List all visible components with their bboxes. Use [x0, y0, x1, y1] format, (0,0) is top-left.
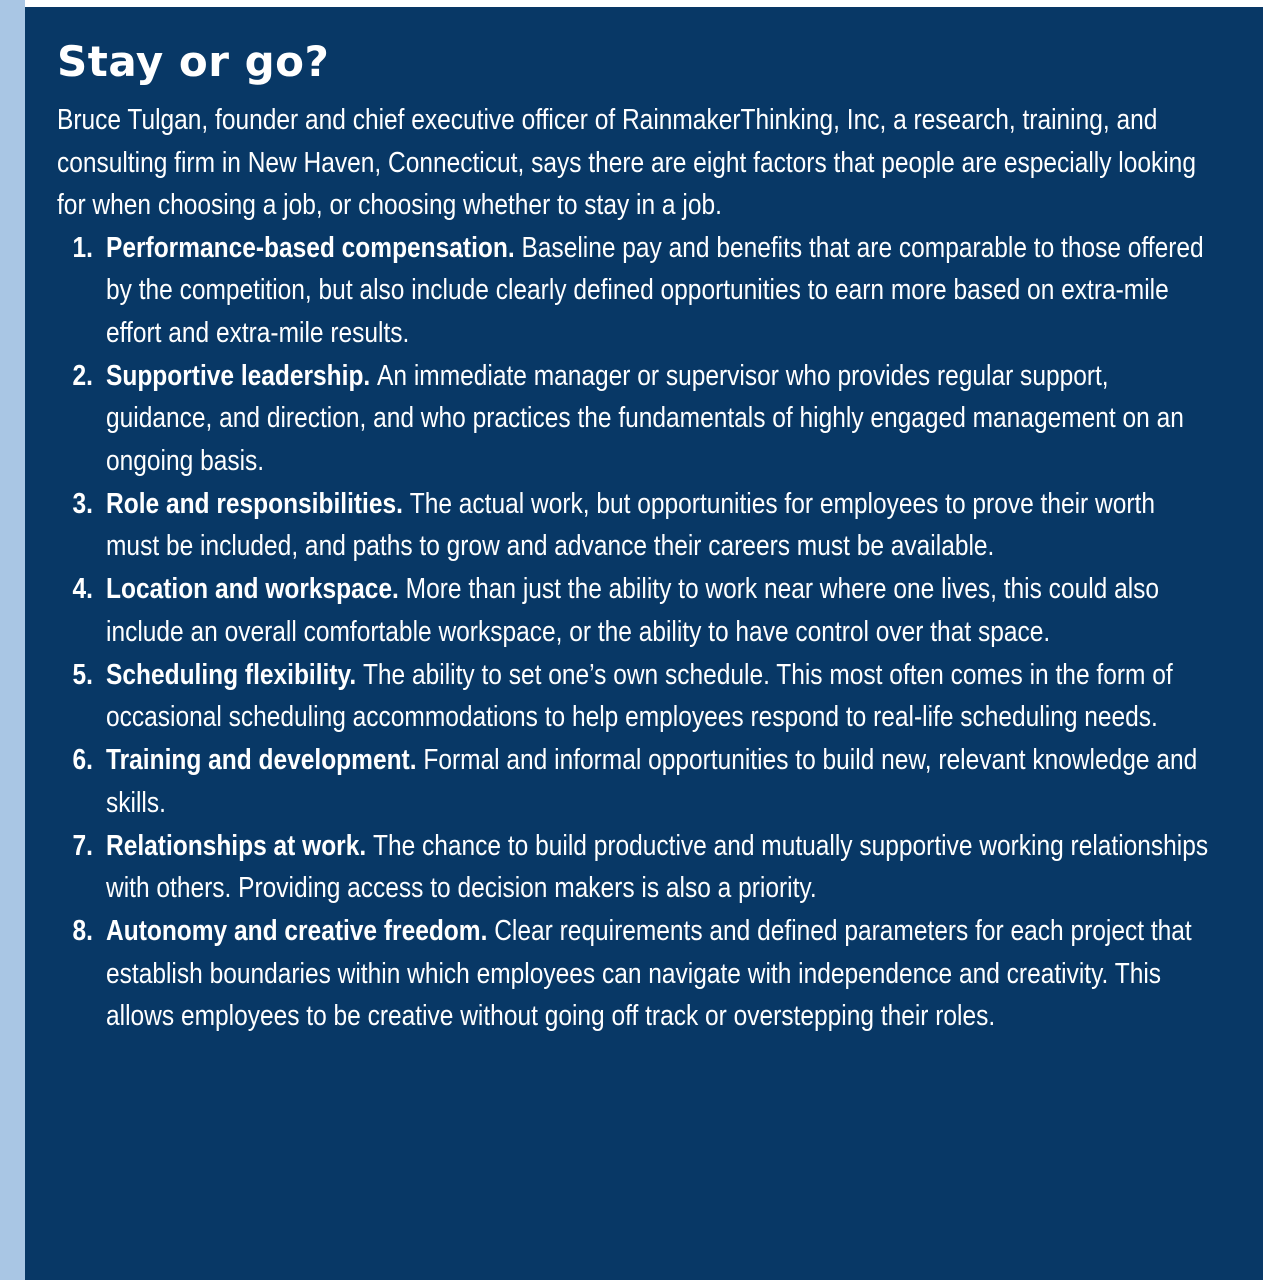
- factor-number: 4.: [72, 573, 93, 605]
- factor-list: [57, 227, 1209, 1038]
- factor-item: [57, 227, 1209, 355]
- factor-number: 2.: [72, 359, 93, 392]
- factor-text: An immediate manager or supervisor who provides regular support, guidance, and direction, and who practices the fundamentals of highly engaged management on an ongoing basis.: [106, 359, 1184, 477]
- factor-heading: Performance-based compensation.: [106, 231, 522, 264]
- factor-text: Clear requirements and defined parameters for each project that establish boundaries within which employees can navigate with independence and creativity. This allows employees to be creative without going off track or overstepping their roles.: [106, 915, 1192, 1032]
- factor-heading: Scheduling flexibility.: [106, 658, 363, 691]
- factor-text: Baseline pay and benefits that are comparable to those offered by the competition, but also include clearly defined opportunities to earn more based on extra-mile effort and extra-mile results.: [106, 231, 1204, 349]
- factor-number: 8.: [72, 915, 93, 947]
- factor-item: [57, 739, 1209, 824]
- factor-heading: Location and workspace.: [106, 573, 406, 605]
- top-margin-strip: [25, 0, 1263, 7]
- factor-number: 7.: [72, 829, 93, 862]
- left-accent-bar: [0, 0, 25, 1280]
- factor-item: [57, 483, 1209, 568]
- factor-heading: Relationships at work.: [106, 829, 373, 862]
- factor-text: The ability to set one’s own schedule. This most often comes in the form of occasional scheduling accommodations to help employees respond to real-life scheduling needs.: [106, 658, 1173, 733]
- factor-number: 5.: [72, 658, 93, 691]
- sidebar-box: [25, 7, 1263, 1280]
- factor-item: [57, 654, 1209, 739]
- factor-number: 6.: [72, 744, 93, 776]
- factor-text: Formal and informal opportunities to build new, relevant knowledge and skills.: [106, 744, 1198, 819]
- factor-text: The actual work, but opportunities for employees to prove their worth must be included, and paths to grow and advance their careers must be available.: [106, 487, 1155, 562]
- sidebar-title: Stay or go?: [57, 37, 330, 86]
- factor-heading: Supportive leadership.: [106, 359, 378, 392]
- factor-text: More than just the ability to work near where one lives, this could also include an overall comfortable workspace, or the ability to have control over that space.: [106, 573, 1160, 648]
- factor-heading: Role and responsibilities.: [106, 487, 410, 520]
- factor-text: The chance to build productive and mutually supportive working relationships with others. Providing access to decision makers is also a priority.: [106, 829, 1209, 904]
- factor-heading: Autonomy and creative freedom.: [106, 915, 495, 947]
- sidebar-intro: Bruce Tulgan, founder and chief executive officer of RainmakerThinking, Inc, a research, training, and consulting firm in New Haven, Connecticut, says there are eight factors that people are especially looking for when choosing a job, or choosing whether to stay in a job.: [57, 104, 1196, 221]
- factor-item: [57, 355, 1209, 483]
- factor-heading: Training and development.: [106, 744, 424, 776]
- factor-number: 3.: [72, 487, 93, 520]
- factor-item: [57, 568, 1209, 653]
- factor-number: 1.: [72, 231, 93, 264]
- factor-item: [57, 910, 1209, 1038]
- factor-item: [57, 825, 1209, 910]
